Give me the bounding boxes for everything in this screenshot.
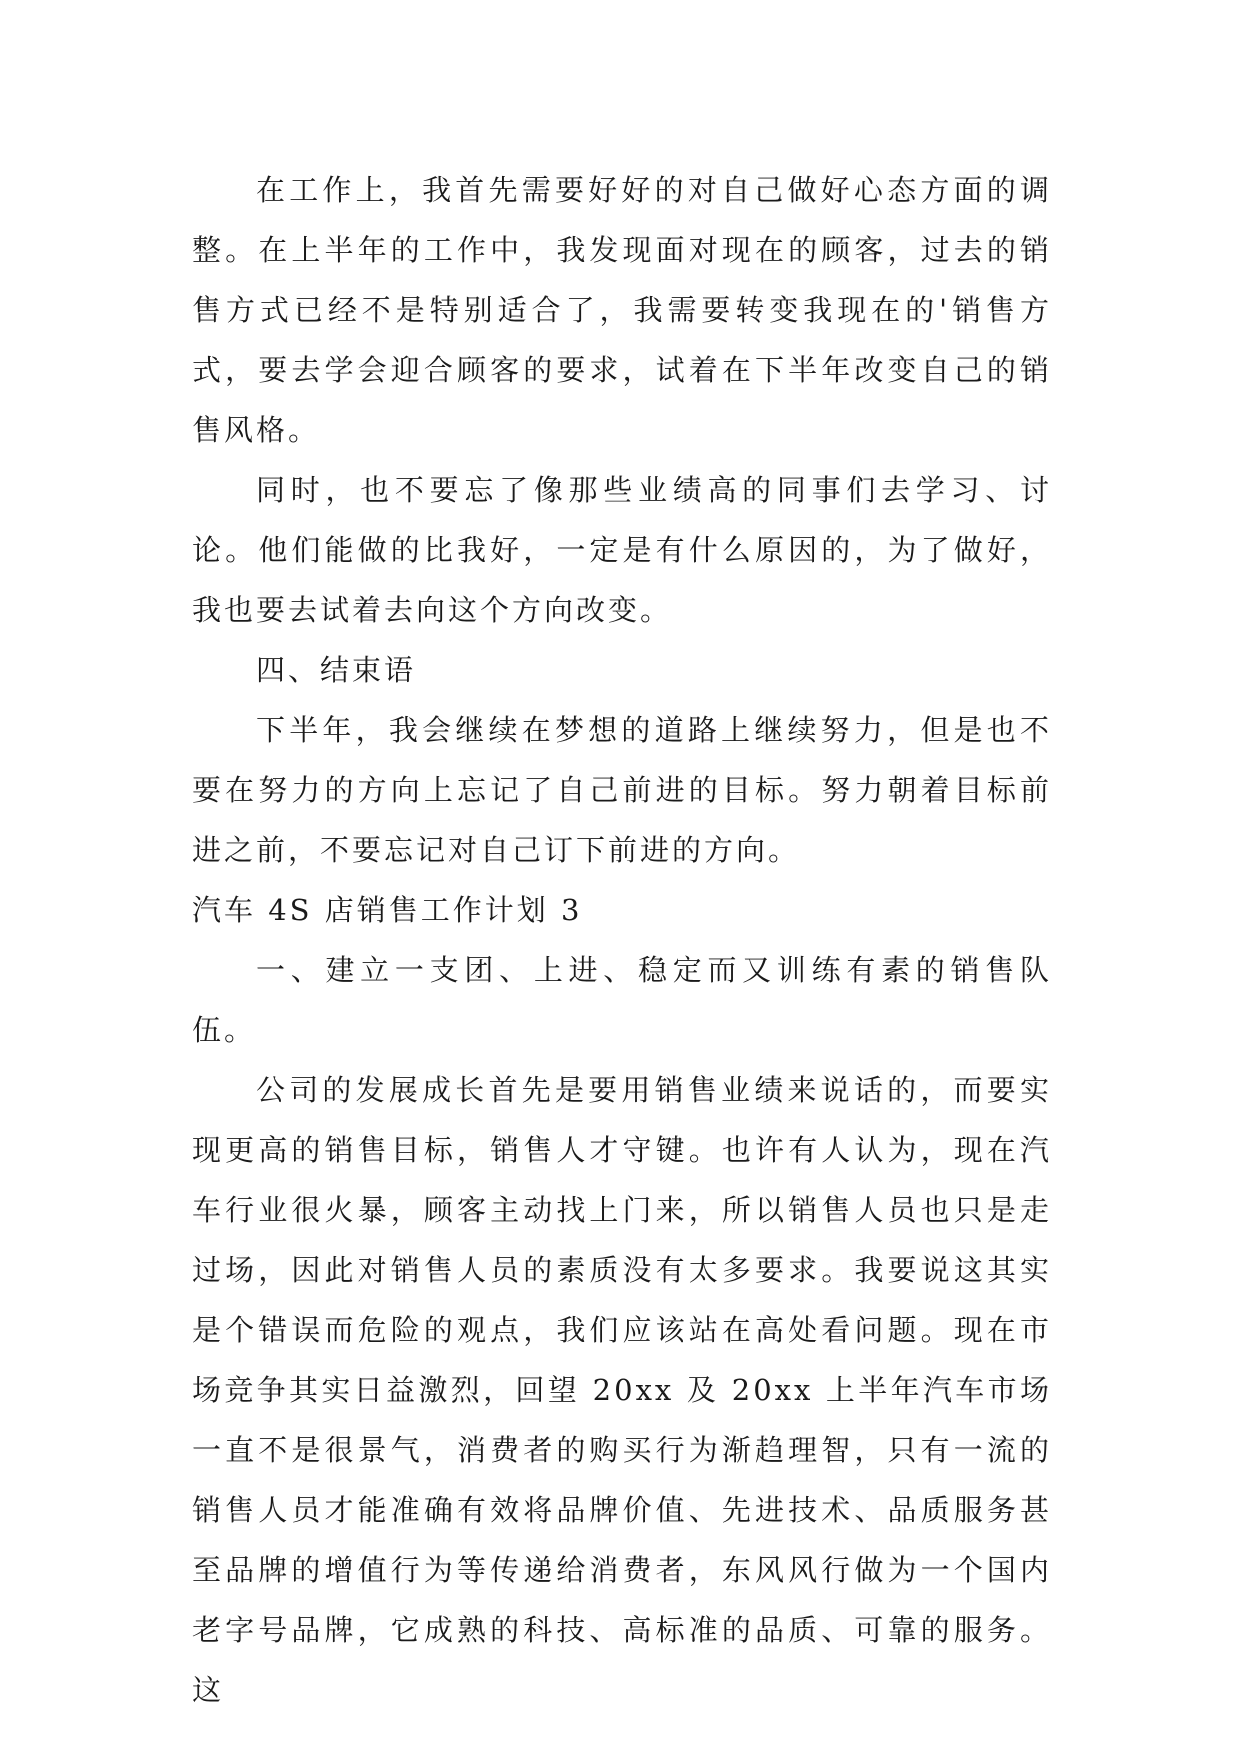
document-body <box>192 160 1052 1720</box>
paragraph-learn-from-colleagues: 同时，也不要忘了像那些业绩高的同事们去学习、讨论。他们能做的比我好，一定是有什么原因的，为了做好，我也要去试着去向这个方向改变。 <box>192 473 1052 627</box>
paragraph-mindset-adjustment: 在工作上，我首先需要好好的对自己做好心态方面的调整。在上半年的工作中，我发现面对现在的顾客，过去的销售方式已经不是特别适合了，我需要转变我现在的'销售方式，要去学会迎合顾客的要求，试着在下半年改变自己的销售风格。 <box>192 173 1052 447</box>
section-heading-sales-team: 一、建立一支团、上进、稳定而又训练有素的销售队伍。 <box>192 953 1052 1047</box>
paragraph-conclusion: 下半年，我会继续在梦想的道路上继续努力，但是也不要在努力的方向上忘记了自己前进的目标。努力朝着目标前进之前，不要忘记对自己订下前进的方向。 <box>192 713 1052 867</box>
paragraph-sales-team-detail: 公司的发展成长首先是要用销售业绩来说话的，而要实现更高的销售目标，销售人才守键。也许有人认为，现在汽车行业很火暴，顾客主动找上门来，所以销售人员也只是走过场，因此对销售人员的素质没有太多要求。我要说这其实是个错误而危险的观点，我们应该站在高处看问题。现在市场竞争其实日益激烈，回望 20xx 及 20xx 上半年汽车市场一直不是很景气，消费者的购买行为渐趋理智，只有一流的销售人员才能准确有效将品牌价值、先进技术、品质服务甚至品牌的增值行为等传递给消费者，东风风行做为一个国内老字号品牌，它成熟的科技、高标准的品质、可靠的服务。这 <box>192 1073 1052 1707</box>
document-title-plan-3: 汽车 4S 店销售工作计划 3 <box>192 893 583 927</box>
section-heading-conclusion: 四、结束语 <box>256 653 417 687</box>
